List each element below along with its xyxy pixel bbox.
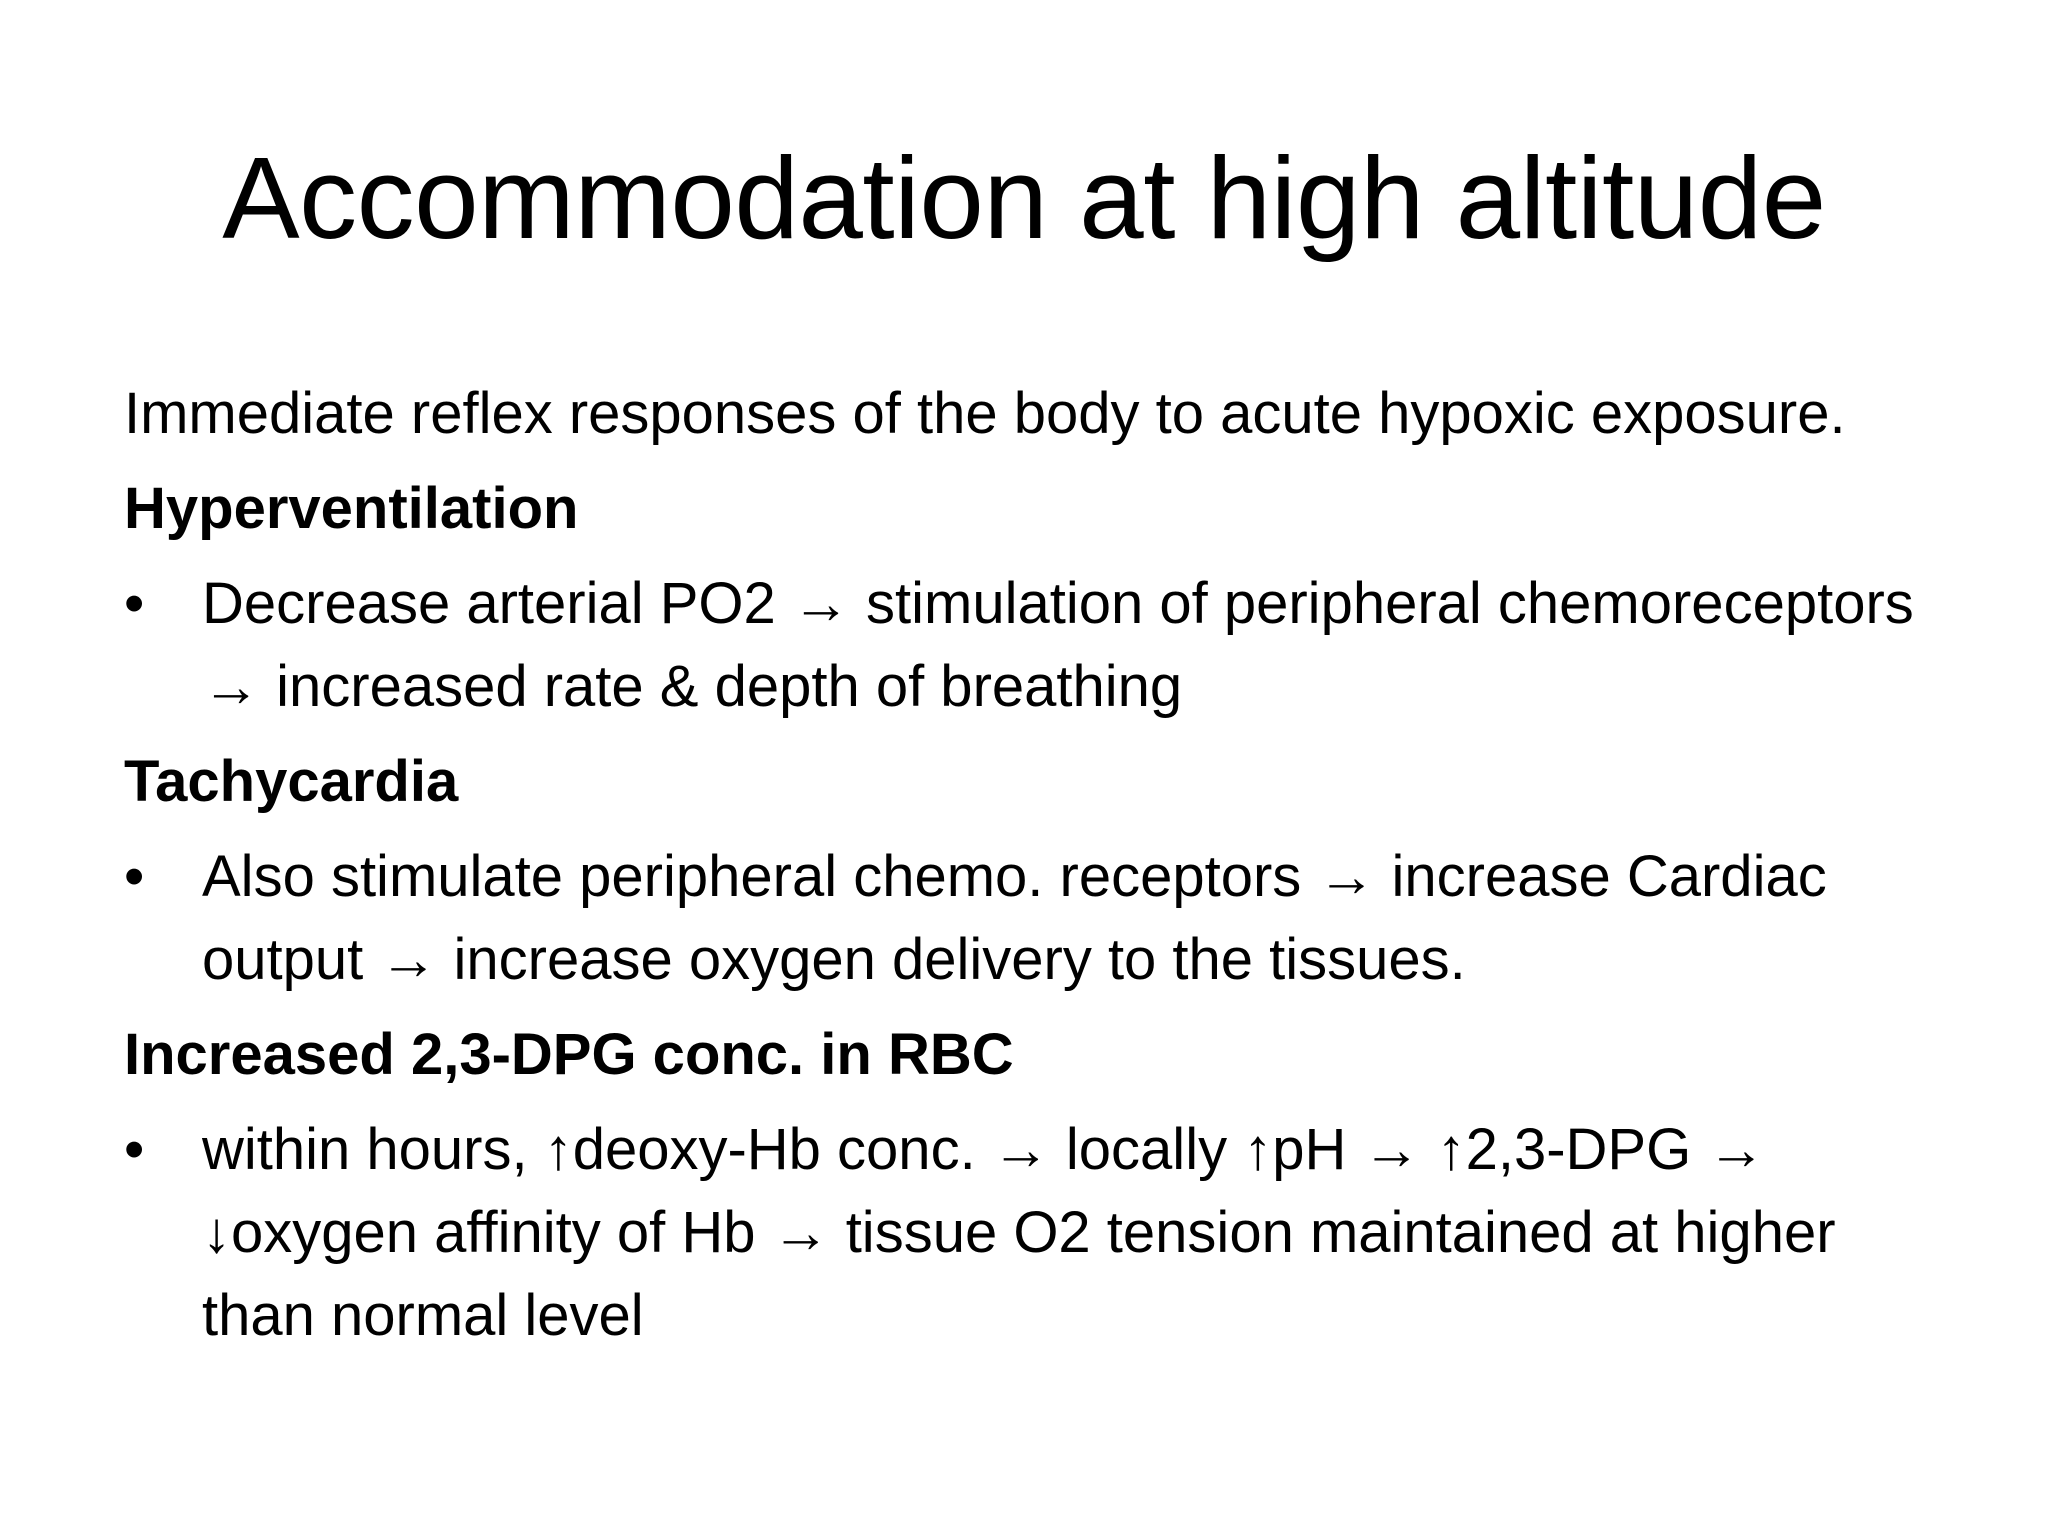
bullet-tachycardia: [124, 835, 1924, 1001]
bullet-2-3-dpg: [124, 1108, 1924, 1357]
intro-text: Immediate reflex responses of the body to acute hypoxic exposure.: [124, 381, 1846, 446]
bullet-text: Also stimulate peripheral chemo. receptors → increase Cardiac output → increase oxygen delivery to the tissues.: [202, 844, 1827, 992]
bullet-dot: •: [124, 844, 145, 909]
bullet-text: within hours, ↑deoxy-Hb conc. → locally ↑pH → ↑2,3-DPG → ↓oxygen affinity of Hb → tissue O2 tension maintained at higher than normal level: [202, 1117, 1836, 1348]
slide-body: [124, 372, 1924, 1369]
section-heading-tachycardia: Tachycardia: [124, 749, 459, 814]
bullet-hyperventilation: [124, 562, 1924, 728]
bullet-dot: •: [124, 571, 145, 636]
slide-title: Accommodation at high altitude: [222, 133, 1826, 263]
section-heading-2-3-dpg: Increased 2,3-DPG conc. in RBC: [124, 1022, 1014, 1087]
bullet-dot: •: [124, 1117, 145, 1182]
bullet-text: Decrease arterial PO2 → stimulation of peripheral chemoreceptors → increased rate & depth of breathing: [202, 571, 1914, 719]
section-heading-hyperventilation: Hyperventilation: [124, 476, 579, 541]
